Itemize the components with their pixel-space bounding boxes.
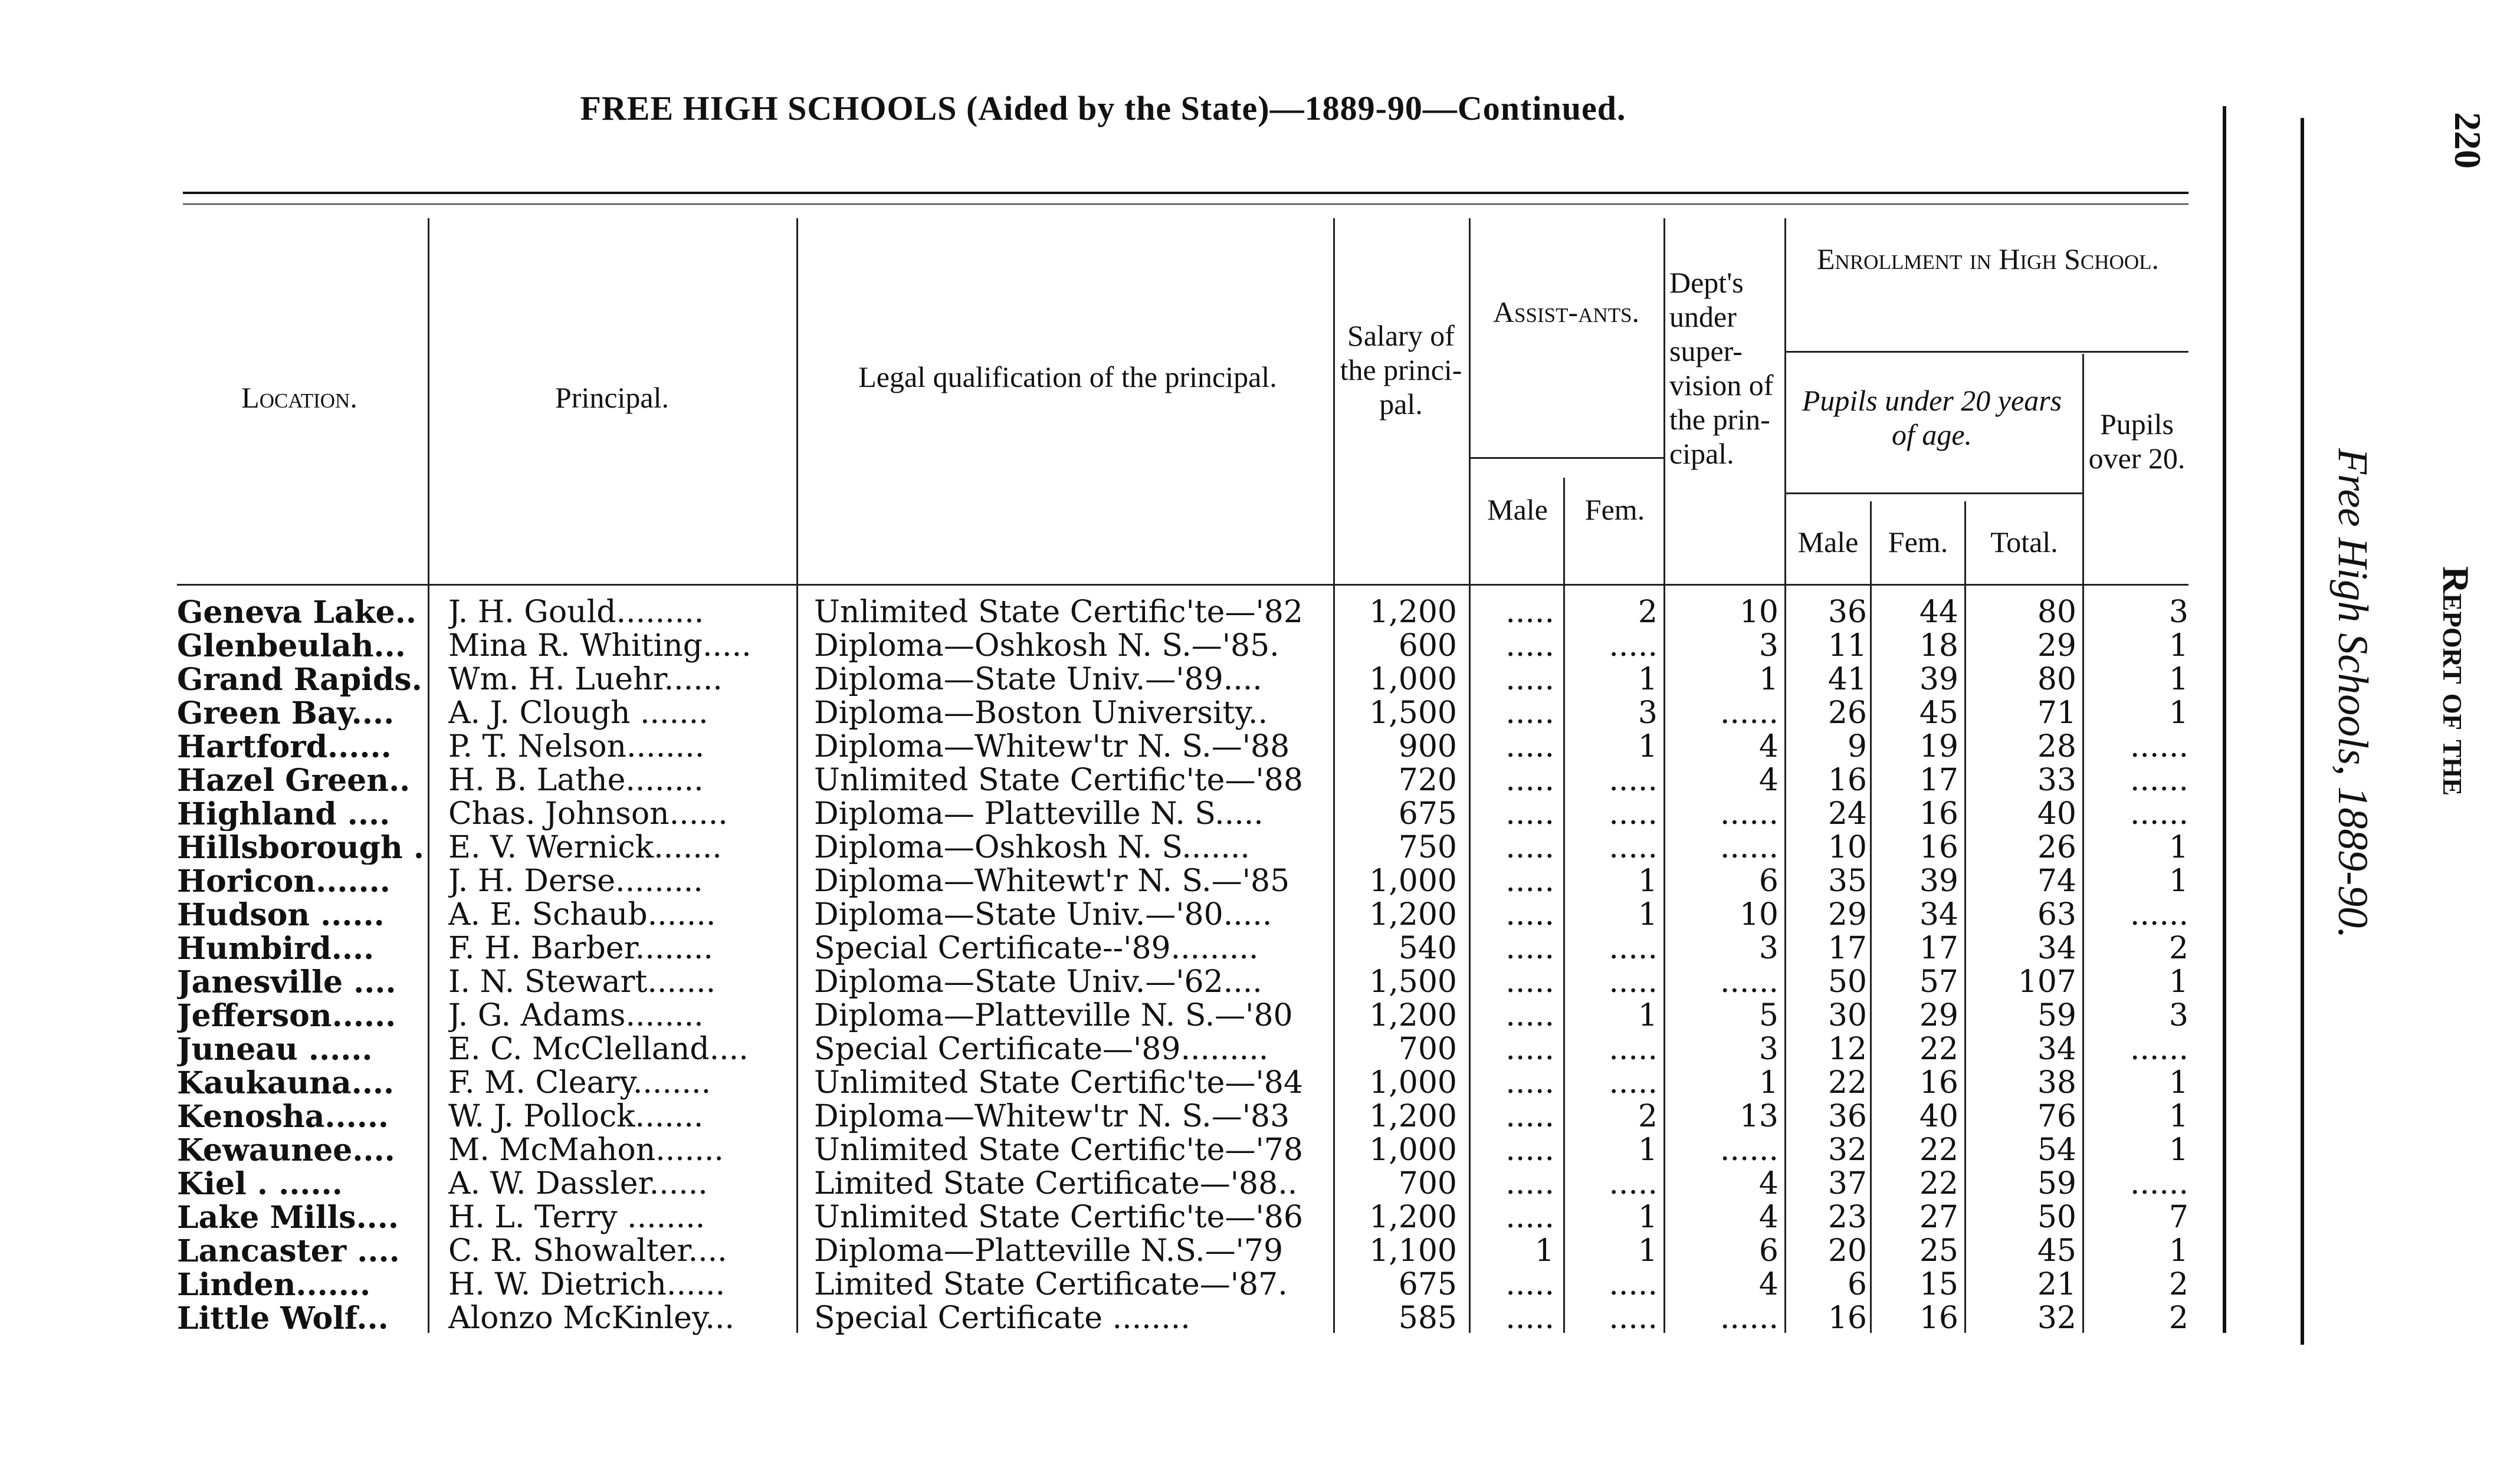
depts-supervised-cell: ...... <box>1720 1134 1779 1167</box>
table-row <box>171 1100 2200 1134</box>
enrollment-fem-cell: 19 <box>1919 730 1958 764</box>
assistants-male-cell: ..... <box>1505 1167 1554 1201</box>
legal-qualification-cell: Diploma—Whitew'tr N. S.—'88 <box>814 730 1290 764</box>
pupils-over-20-cell: 2 <box>2168 932 2188 965</box>
depts-supervised-cell: 3 <box>1758 1033 1779 1066</box>
salary-cell: 1,500 <box>1369 697 1457 730</box>
salary-cell: 1,200 <box>1369 1100 1457 1134</box>
enrollment-male-cell: 9 <box>1847 730 1867 764</box>
assistants-fem-cell: 2 <box>1638 1100 1658 1134</box>
location-cell: Geneva Lake.. <box>177 596 416 629</box>
principal-cell: A. E. Schaub....... <box>448 898 716 932</box>
assistants-fem-cell: ..... <box>1609 1268 1658 1302</box>
depts-supervised-cell: ...... <box>1720 797 1779 831</box>
pupils-over-20-cell: 1 <box>2168 1066 2188 1100</box>
header-bottom-rule <box>177 584 2188 586</box>
principal-cell: F. H. Barber........ <box>448 932 713 965</box>
enrollment-male-cell: 36 <box>1827 596 1867 629</box>
enrollment-male-cell: 12 <box>1827 1033 1867 1066</box>
pupils-over-20-cell: ...... <box>2129 764 2188 797</box>
assistants-fem-cell: 1 <box>1638 1234 1658 1268</box>
table-row <box>171 965 2200 999</box>
legal-qualification-cell: Special Certificate—'89......... <box>814 1033 1269 1066</box>
assistants-fem-cell: ..... <box>1609 764 1658 797</box>
legal-qualification-cell: Special Certificate--'89......... <box>814 932 1259 965</box>
legal-qualification-cell: Diploma—Oshkosh N. S.—'85. <box>814 629 1279 663</box>
assistants-fem-cell: 1 <box>1638 1201 1658 1234</box>
header-assistants-fem: Fem. <box>1584 493 1645 526</box>
pupils-over-20-cell: 1 <box>2168 965 2188 999</box>
enrollment-male-cell: 16 <box>1827 1302 1867 1335</box>
enrollment-fem-cell: 22 <box>1919 1134 1958 1167</box>
assistants-male-cell: ..... <box>1505 697 1554 730</box>
pupils-over-20-cell: ...... <box>2129 1033 2188 1066</box>
legal-qualification-cell: Diploma—State Univ.—'89.... <box>814 663 1262 697</box>
enrollment-male-cell: 17 <box>1827 932 1867 965</box>
enrollment-total-cell: 107 <box>2017 965 2076 999</box>
legal-qualification-cell: Diploma—Boston University.. <box>814 697 1268 730</box>
legal-qualification-cell: Limited State Certificate—'87. <box>814 1268 1288 1302</box>
page-title: FREE HIGH SCHOOLS (Aided by the State)—1889-90—Continued. <box>580 89 1626 127</box>
enrollment-total-cell: 74 <box>2037 865 2076 898</box>
location-cell: Highland .... <box>177 797 391 831</box>
principal-cell: W. J. Pollock....... <box>448 1100 704 1134</box>
assistants-fem-cell: 1 <box>1638 1134 1658 1167</box>
assistants-fem-cell: 2 <box>1638 596 1658 629</box>
enrollment-total-cell: 63 <box>2037 898 2076 932</box>
location-cell: Jefferson...... <box>177 999 396 1033</box>
enrollment-rule <box>1784 351 2188 353</box>
enrollment-total-cell: 59 <box>2037 999 2076 1033</box>
table-row <box>171 663 2200 697</box>
depts-supervised-cell: ...... <box>1720 965 1779 999</box>
legal-qualification-cell: Diploma—Whitewt'r N. S.—'85 <box>814 865 1290 898</box>
pupils-over-20-cell: 3 <box>2168 596 2188 629</box>
salary-cell: 600 <box>1398 629 1457 663</box>
header-assistants: Assist-ants. <box>1492 295 1640 329</box>
principal-cell: J. H. Derse......... <box>448 865 703 898</box>
location-cell: Kaukauna.... <box>177 1066 395 1100</box>
enrollment-male-cell: 35 <box>1827 865 1867 898</box>
enrollment-total-cell: 71 <box>2037 697 2076 730</box>
enrollment-total-cell: 26 <box>2037 831 2076 865</box>
salary-cell: 1,200 <box>1369 1201 1457 1234</box>
enrollment-male-cell: 16 <box>1827 764 1867 797</box>
assistants-male-cell: ..... <box>1505 1033 1554 1066</box>
header-enrollment-fem: Fem. <box>1888 525 1948 559</box>
assistants-male-cell: ..... <box>1505 865 1554 898</box>
salary-cell: 1,200 <box>1369 596 1457 629</box>
enrollment-total-cell: 32 <box>2037 1302 2076 1335</box>
salary-cell: 1,000 <box>1369 663 1457 697</box>
location-cell: Kewaunee.... <box>177 1134 395 1167</box>
pupils-over-20-cell: 1 <box>2168 1134 2188 1167</box>
assistants-fem-cell: ..... <box>1609 1033 1658 1066</box>
header-depts: Dept's under super-vision of the prin-cipal. <box>1669 266 1774 470</box>
salary-cell: 1,000 <box>1369 1134 1457 1167</box>
header-legal-qualification: Legal qualification of the principal. <box>858 360 1277 393</box>
assistants-fem-cell: ..... <box>1609 629 1658 663</box>
location-cell: Linden....... <box>177 1268 371 1302</box>
legal-qualification-cell: Unlimited State Certific'te—'88 <box>814 764 1303 797</box>
side-rule <box>2223 106 2226 1333</box>
enrollment-fem-cell: 22 <box>1919 1033 1958 1066</box>
salary-cell: 1,100 <box>1369 1234 1457 1268</box>
enrollment-fem-cell: 40 <box>1919 1100 1958 1134</box>
location-cell: Grand Rapids. <box>177 663 422 697</box>
header-principal: Principal. <box>554 381 670 414</box>
depts-supervised-cell: 6 <box>1758 865 1779 898</box>
enrollment-total-cell: 38 <box>2037 1066 2076 1100</box>
salary-cell: 1,500 <box>1369 965 1457 999</box>
location-cell: Humbird.... <box>177 932 375 965</box>
principal-cell: E. C. McClelland.... <box>448 1033 749 1066</box>
location-cell: Green Bay.... <box>177 697 395 730</box>
enrollment-total-cell: 29 <box>2037 629 2076 663</box>
enrollment-male-cell: 22 <box>1827 1066 1867 1100</box>
location-cell: Hartford...... <box>177 730 392 764</box>
assistants-male-cell: ..... <box>1505 1302 1554 1335</box>
table-row <box>171 831 2200 865</box>
section-running-head: Free High Schools, 1889-90. <box>2329 448 2377 939</box>
page-number: 220 <box>2447 112 2489 169</box>
enrollment-fem-cell: 16 <box>1919 797 1958 831</box>
principal-cell: Wm. H. Luehr...... <box>448 663 723 697</box>
assistants-male-cell: ..... <box>1505 797 1554 831</box>
location-cell: Hillsborough . <box>177 831 424 865</box>
salary-cell: 675 <box>1398 797 1457 831</box>
table-row <box>171 629 2200 663</box>
table-row <box>171 1302 2200 1335</box>
legal-qualification-cell: Unlimited State Certific'te—'84 <box>814 1066 1303 1100</box>
depts-supervised-cell: 3 <box>1758 629 1779 663</box>
depts-supervised-cell: ...... <box>1720 697 1779 730</box>
enrollment-total-cell: 45 <box>2037 1234 2076 1268</box>
enrollment-total-cell: 59 <box>2037 1167 2076 1201</box>
enrollment-male-cell: 6 <box>1847 1268 1867 1302</box>
depts-supervised-cell: 1 <box>1758 663 1779 697</box>
enrollment-fem-cell: 29 <box>1919 999 1958 1033</box>
location-cell: Lake Mills.... <box>177 1201 399 1234</box>
depts-supervised-cell: 4 <box>1758 730 1779 764</box>
table-row <box>171 730 2200 764</box>
pupils-over-20-cell: 1 <box>2168 1234 2188 1268</box>
principal-cell: F. M. Cleary........ <box>448 1066 711 1100</box>
assistants-fem-cell: ..... <box>1609 965 1658 999</box>
table-row <box>171 697 2200 730</box>
salary-cell: 750 <box>1398 831 1457 865</box>
enrollment-total-cell: 40 <box>2037 797 2076 831</box>
table-row <box>171 865 2200 898</box>
legal-qualification-cell: Diploma—Whitew'tr N. S.—'83 <box>814 1100 1290 1134</box>
under20-rule <box>1784 492 2082 494</box>
enrollment-male-cell: 26 <box>1827 697 1867 730</box>
enrollment-total-cell: 80 <box>2037 596 2076 629</box>
legal-qualification-cell: Special Certificate ........ <box>814 1302 1190 1335</box>
depts-supervised-cell: 10 <box>1739 596 1779 629</box>
legal-qualification-cell: Diploma—Platteville N. S.—'80 <box>814 999 1293 1033</box>
principal-cell: I. N. Stewart....... <box>448 965 716 999</box>
enrollment-total-cell: 54 <box>2037 1134 2076 1167</box>
enrollment-fem-cell: 44 <box>1919 596 1958 629</box>
principal-cell: M. McMahon....... <box>448 1134 724 1167</box>
assistants-fem-cell: ..... <box>1609 1066 1658 1100</box>
legal-qualification-cell: Diploma—Platteville N.S.—'79 <box>814 1234 1284 1268</box>
assistants-fem-cell: ..... <box>1609 1167 1658 1201</box>
salary-cell: 700 <box>1398 1033 1457 1066</box>
table-row <box>171 1033 2200 1066</box>
location-cell: Horicon....... <box>177 865 391 898</box>
salary-cell: 1,200 <box>1369 898 1457 932</box>
location-cell: Little Wolf... <box>177 1302 389 1335</box>
salary-cell: 700 <box>1398 1167 1457 1201</box>
depts-supervised-cell: 6 <box>1758 1234 1779 1268</box>
pupils-over-20-cell: 1 <box>2168 629 2188 663</box>
title-rule-thin <box>183 203 2188 205</box>
assistants-fem-cell: 3 <box>1638 697 1658 730</box>
table-body <box>171 596 2200 1335</box>
enrollment-total-cell: 28 <box>2037 730 2076 764</box>
enrollment-total-cell: 50 <box>2037 1201 2076 1234</box>
enrollment-fem-cell: 18 <box>1919 629 1958 663</box>
principal-cell: A. W. Dassler...... <box>448 1167 708 1201</box>
principal-cell: A. J. Clough ....... <box>448 697 708 730</box>
enrollment-fem-cell: 34 <box>1919 898 1958 932</box>
pupils-over-20-cell: ...... <box>2129 797 2188 831</box>
salary-cell: 675 <box>1398 1268 1457 1302</box>
header-enrollment-male: Male <box>1797 525 1859 559</box>
title-rule <box>183 192 2188 194</box>
salary-cell: 720 <box>1398 764 1457 797</box>
assistants-male-cell: ..... <box>1505 663 1554 697</box>
assistants-male-cell: ..... <box>1505 999 1554 1033</box>
pupils-over-20-cell: 1 <box>2168 1100 2188 1134</box>
principal-cell: J. G. Adams........ <box>448 999 704 1033</box>
assistants-fem-cell: 1 <box>1638 999 1658 1033</box>
enrollment-fem-cell: 25 <box>1919 1234 1958 1268</box>
assistants-male-cell: ..... <box>1505 1066 1554 1100</box>
assistants-male-cell: ..... <box>1505 730 1554 764</box>
depts-supervised-cell: 1 <box>1758 1066 1779 1100</box>
enrollment-fem-cell: 45 <box>1919 697 1958 730</box>
enrollment-total-cell: 76 <box>2037 1100 2076 1134</box>
assistants-male-cell: ..... <box>1505 764 1554 797</box>
enrollment-fem-cell: 15 <box>1919 1268 1958 1302</box>
table-row <box>171 1134 2200 1167</box>
header-location: Location. <box>241 381 357 414</box>
location-cell: Juneau ...... <box>177 1033 373 1066</box>
enrollment-fem-cell: 16 <box>1919 1066 1958 1100</box>
assistants-male-cell: ..... <box>1505 1134 1554 1167</box>
location-cell: Kenosha...... <box>177 1100 389 1134</box>
principal-cell: H. B. Lathe........ <box>448 764 704 797</box>
table-row <box>171 1066 2200 1100</box>
enrollment-fem-cell: 39 <box>1919 663 1958 697</box>
principal-cell: H. W. Dietrich...... <box>448 1268 726 1302</box>
legal-qualification-cell: Limited State Certificate—'88.. <box>814 1167 1298 1201</box>
assistants-fem-cell: ..... <box>1609 831 1658 865</box>
principal-cell: P. T. Nelson........ <box>448 730 705 764</box>
pupils-over-20-cell: ...... <box>2129 898 2188 932</box>
enrollment-fem-cell: 16 <box>1919 1302 1958 1335</box>
assistants-fem-cell: 1 <box>1638 865 1658 898</box>
location-cell: Glenbeulah... <box>177 629 406 663</box>
principal-cell: Alonzo McKinley... <box>448 1302 735 1335</box>
location-cell: Kiel . ...... <box>177 1167 343 1201</box>
table-row <box>171 932 2200 965</box>
pupils-over-20-cell: 1 <box>2168 831 2188 865</box>
enrollment-male-cell: 30 <box>1827 999 1867 1033</box>
location-cell: Lancaster .... <box>177 1234 400 1268</box>
depts-supervised-cell: 10 <box>1739 898 1779 932</box>
location-cell: Hazel Green.. <box>177 764 411 797</box>
enrollment-male-cell: 11 <box>1827 629 1867 663</box>
table-row <box>171 1201 2200 1234</box>
assistants-male-cell: ..... <box>1505 1268 1554 1302</box>
enrollment-fem-cell: 22 <box>1919 1167 1958 1201</box>
principal-cell: Chas. Johnson...... <box>448 797 728 831</box>
salary-cell: 1,200 <box>1369 999 1457 1033</box>
assistants-male-cell: 1 <box>1534 1234 1554 1268</box>
assistants-fem-cell: ..... <box>1609 932 1658 965</box>
depts-supervised-cell: ...... <box>1720 831 1779 865</box>
enrollment-male-cell: 36 <box>1827 1100 1867 1134</box>
depts-supervised-cell: 5 <box>1758 999 1779 1033</box>
assistants-male-cell: ..... <box>1505 596 1554 629</box>
table-row <box>171 797 2200 831</box>
legal-qualification-cell: Diploma—Oshkosh N. S....... <box>814 831 1250 865</box>
depts-supervised-cell: 13 <box>1739 1100 1779 1134</box>
pupils-over-20-cell: 3 <box>2168 999 2188 1033</box>
enrollment-fem-cell: 16 <box>1919 831 1958 865</box>
assistants-rule <box>1469 457 1663 459</box>
assistants-male-cell: ..... <box>1505 831 1554 865</box>
header-under20: Pupils under 20 years of age. <box>1802 384 2062 451</box>
enrollment-total-cell: 80 <box>2037 663 2076 697</box>
enrollment-male-cell: 23 <box>1827 1201 1867 1234</box>
salary-cell: 900 <box>1398 730 1457 764</box>
assistants-male-cell: ..... <box>1505 898 1554 932</box>
enrollment-total-cell: 21 <box>2037 1268 2076 1302</box>
enrollment-fem-cell: 57 <box>1919 965 1958 999</box>
enrollment-total-cell: 33 <box>2037 764 2076 797</box>
table-row <box>171 1234 2200 1268</box>
legal-qualification-cell: Unlimited State Certific'te—'78 <box>814 1134 1303 1167</box>
assistants-fem-cell: ..... <box>1609 1302 1658 1335</box>
depts-supervised-cell: 4 <box>1758 1167 1779 1201</box>
enrollment-male-cell: 41 <box>1827 663 1867 697</box>
table-row <box>171 1268 2200 1302</box>
header-assistants-male: Male <box>1487 493 1548 526</box>
header-over20: Pupils over 20. <box>2088 408 2186 475</box>
assistants-male-cell: ..... <box>1505 1201 1554 1234</box>
legal-qualification-cell: Unlimited State Certific'te—'82 <box>814 596 1303 629</box>
legal-qualification-cell: Unlimited State Certific'te—'86 <box>814 1201 1303 1234</box>
legal-qualification-cell: Diploma—State Univ.—'80..... <box>814 898 1272 932</box>
header-salary: Salary of the princi-pal. <box>1340 319 1462 421</box>
enrollment-male-cell: 50 <box>1827 965 1867 999</box>
header-enrollment-total: Total. <box>1990 525 2058 559</box>
pupils-over-20-cell: 1 <box>2168 697 2188 730</box>
assistants-fem-cell: 1 <box>1638 898 1658 932</box>
location-cell: Hudson ...... <box>177 898 385 932</box>
assistants-fem-cell: ..... <box>1609 797 1658 831</box>
report-running-head: Report of the <box>2435 566 2477 796</box>
pupils-over-20-cell: ...... <box>2129 1167 2188 1201</box>
depts-supervised-cell: 4 <box>1758 1268 1779 1302</box>
assistants-male-cell: ..... <box>1505 932 1554 965</box>
enrollment-male-cell: 24 <box>1827 797 1867 831</box>
enrollment-male-cell: 20 <box>1827 1234 1867 1268</box>
pupils-over-20-cell: 2 <box>2168 1302 2188 1335</box>
enrollment-male-cell: 29 <box>1827 898 1867 932</box>
principal-cell: C. R. Showalter.... <box>448 1234 727 1268</box>
legal-qualification-cell: Diploma— Platteville N. S..... <box>814 797 1264 831</box>
schools-table <box>171 218 2200 1339</box>
salary-cell: 585 <box>1398 1302 1457 1335</box>
depts-supervised-cell: 4 <box>1758 1201 1779 1234</box>
pupils-over-20-cell: 7 <box>2168 1201 2188 1234</box>
pupils-over-20-cell: 1 <box>2168 865 2188 898</box>
principal-cell: E. V. Wernick....... <box>448 831 722 865</box>
principal-cell: H. L. Terry ........ <box>448 1201 706 1234</box>
enrollment-fem-cell: 17 <box>1919 932 1958 965</box>
enrollment-fem-cell: 27 <box>1919 1201 1958 1234</box>
side-rule <box>2301 118 2304 1345</box>
enrollment-fem-cell: 39 <box>1919 865 1958 898</box>
pupils-over-20-cell: 2 <box>2168 1268 2188 1302</box>
table-row <box>171 1167 2200 1201</box>
table-row <box>171 596 2200 629</box>
salary-cell: 1,000 <box>1369 865 1457 898</box>
table-row <box>171 764 2200 797</box>
salary-cell: 540 <box>1398 932 1457 965</box>
depts-supervised-cell: 4 <box>1758 764 1779 797</box>
enrollment-total-cell: 34 <box>2037 1033 2076 1066</box>
depts-supervised-cell: ...... <box>1720 1302 1779 1335</box>
header-enrollment: Enrollment in High School. <box>1817 242 2159 275</box>
enrollment-fem-cell: 17 <box>1919 764 1958 797</box>
table-row <box>171 898 2200 932</box>
pupils-over-20-cell: ...... <box>2129 730 2188 764</box>
assistants-male-cell: ..... <box>1505 629 1554 663</box>
salary-cell: 1,000 <box>1369 1066 1457 1100</box>
enrollment-total-cell: 34 <box>2037 932 2076 965</box>
enrollment-male-cell: 10 <box>1827 831 1867 865</box>
assistants-male-cell: ..... <box>1505 965 1554 999</box>
assistants-male-cell: ..... <box>1505 1100 1554 1134</box>
assistants-fem-cell: 1 <box>1638 730 1658 764</box>
depts-supervised-cell: 3 <box>1758 932 1779 965</box>
enrollment-male-cell: 37 <box>1827 1167 1867 1201</box>
location-cell: Janesville .... <box>177 965 396 999</box>
principal-cell: Mina R. Whiting..... <box>448 629 752 663</box>
table-row <box>171 999 2200 1033</box>
legal-qualification-cell: Diploma—State Univ.—'62.... <box>814 965 1262 999</box>
assistants-fem-cell: 1 <box>1638 663 1658 697</box>
principal-cell: J. H. Gould......... <box>448 596 704 629</box>
pupils-over-20-cell: 1 <box>2168 663 2188 697</box>
enrollment-male-cell: 32 <box>1827 1134 1867 1167</box>
